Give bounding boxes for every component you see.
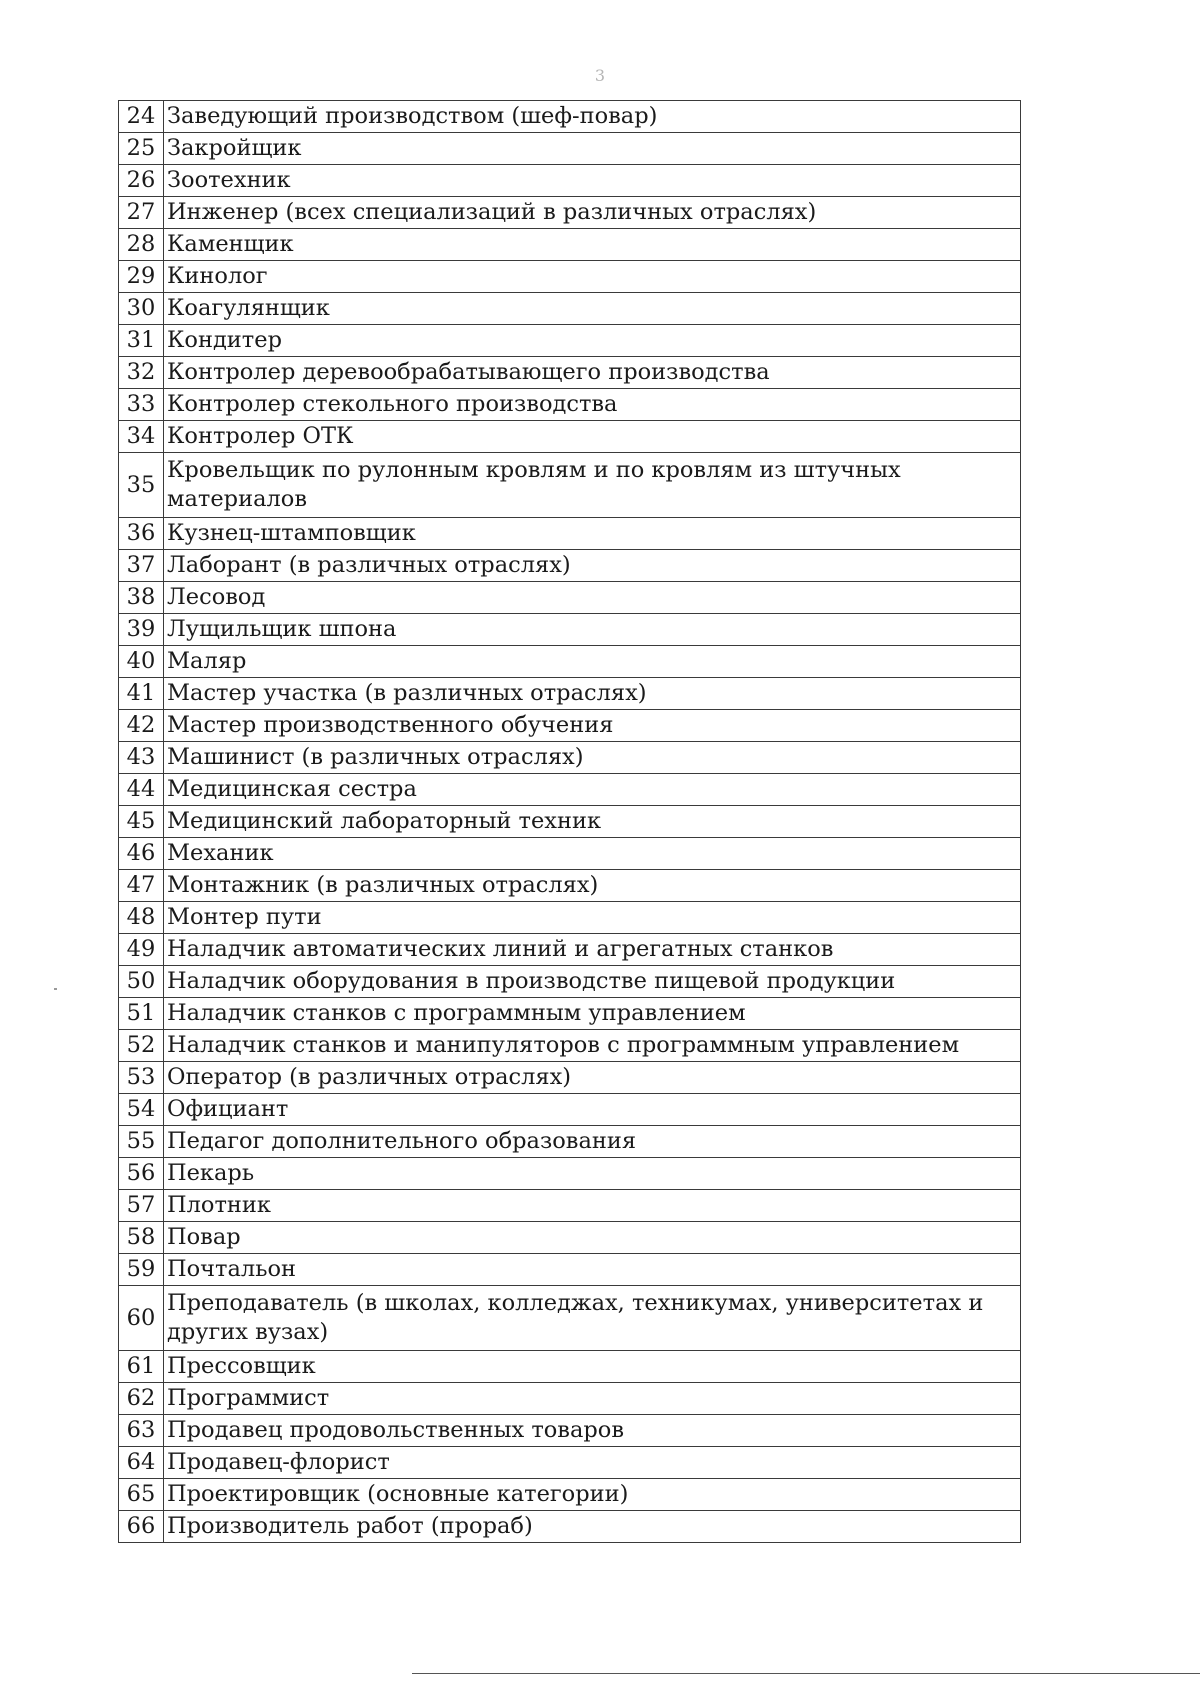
- footer-rule: [412, 1673, 1200, 1674]
- profession-name: Коагулянщик: [164, 293, 1021, 325]
- table-row: [119, 165, 1021, 197]
- table-row: [119, 1383, 1021, 1415]
- table-row: [119, 229, 1021, 261]
- row-number: 46: [119, 838, 164, 870]
- row-number: 47: [119, 870, 164, 902]
- profession-name: Лущильщик шпона: [164, 614, 1021, 646]
- table-row: [119, 453, 1021, 518]
- profession-name: Наладчик станков с программным управлением: [164, 998, 1021, 1030]
- table-row: [119, 1254, 1021, 1286]
- row-number: 40: [119, 646, 164, 678]
- table-row: [119, 261, 1021, 293]
- row-number: 54: [119, 1094, 164, 1126]
- row-number: 53: [119, 1062, 164, 1094]
- profession-name: Преподаватель (в школах, колледжах, техникумах, университетах и других вузах): [164, 1286, 1021, 1351]
- row-number: 38: [119, 582, 164, 614]
- profession-name: Прессовщик: [164, 1351, 1021, 1383]
- profession-name: Контролер деревообрабатывающего производства: [164, 357, 1021, 389]
- table-row: [119, 1126, 1021, 1158]
- table-row: [119, 998, 1021, 1030]
- table-row: [119, 1447, 1021, 1479]
- profession-name: Монтер пути: [164, 902, 1021, 934]
- table-row: [119, 870, 1021, 902]
- profession-name: Продавец-флорист: [164, 1447, 1021, 1479]
- table-row: [119, 646, 1021, 678]
- row-number: 60: [119, 1286, 164, 1351]
- profession-name: Кинолог: [164, 261, 1021, 293]
- table-row: [119, 742, 1021, 774]
- row-number: 45: [119, 806, 164, 838]
- row-number: 35: [119, 453, 164, 518]
- row-number: 33: [119, 389, 164, 421]
- table-row: [119, 325, 1021, 357]
- table-row: [119, 1511, 1021, 1543]
- profession-name: Маляр: [164, 646, 1021, 678]
- row-number: 66: [119, 1511, 164, 1543]
- profession-name: Наладчик станков и манипуляторов с программным управлением: [164, 1030, 1021, 1062]
- table-row: [119, 1222, 1021, 1254]
- table-row: [119, 357, 1021, 389]
- row-number: 57: [119, 1190, 164, 1222]
- row-number: 48: [119, 902, 164, 934]
- profession-name: Продавец продовольственных товаров: [164, 1415, 1021, 1447]
- table-row: [119, 678, 1021, 710]
- table-row: [119, 710, 1021, 742]
- profession-name: Оператор (в различных отраслях): [164, 1062, 1021, 1094]
- row-number: 29: [119, 261, 164, 293]
- row-number: 52: [119, 1030, 164, 1062]
- table-row: [119, 1479, 1021, 1511]
- row-number: 30: [119, 293, 164, 325]
- table-row: [119, 614, 1021, 646]
- profession-name: Механик: [164, 838, 1021, 870]
- profession-name: Программист: [164, 1383, 1021, 1415]
- profession-name: Лесовод: [164, 582, 1021, 614]
- profession-name: Машинист (в различных отраслях): [164, 742, 1021, 774]
- scan-speck: [54, 988, 57, 990]
- table-row: [119, 1415, 1021, 1447]
- page-number: 3: [594, 66, 606, 85]
- row-number: 26: [119, 165, 164, 197]
- row-number: 59: [119, 1254, 164, 1286]
- row-number: 24: [119, 101, 164, 133]
- row-number: 44: [119, 774, 164, 806]
- row-number: 56: [119, 1158, 164, 1190]
- table-row: [119, 101, 1021, 133]
- table-row: [119, 774, 1021, 806]
- profession-name: Закройщик: [164, 133, 1021, 165]
- table-row: [119, 550, 1021, 582]
- profession-name: Кондитер: [164, 325, 1021, 357]
- table-row: [119, 389, 1021, 421]
- professions-table: [118, 100, 1021, 1543]
- table-row: [119, 806, 1021, 838]
- profession-name: Плотник: [164, 1190, 1021, 1222]
- profession-name: Кровельщик по рулонным кровлям и по кровлям из штучных материалов: [164, 453, 1021, 518]
- row-number: 31: [119, 325, 164, 357]
- table-row: [119, 133, 1021, 165]
- table-row: [119, 902, 1021, 934]
- profession-name: Медицинский лабораторный техник: [164, 806, 1021, 838]
- table-row: [119, 197, 1021, 229]
- profession-name: Инженер (всех специализаций в различных отраслях): [164, 197, 1021, 229]
- profession-name: Мастер участка (в различных отраслях): [164, 678, 1021, 710]
- row-number: 61: [119, 1351, 164, 1383]
- table-row: [119, 421, 1021, 453]
- row-number: 49: [119, 934, 164, 966]
- profession-name: Заведующий производством (шеф-повар): [164, 101, 1021, 133]
- table-row: [119, 1158, 1021, 1190]
- table-row: [119, 838, 1021, 870]
- row-number: 28: [119, 229, 164, 261]
- profession-name: Наладчик автоматических линий и агрегатных станков: [164, 934, 1021, 966]
- profession-name: Педагог дополнительного образования: [164, 1126, 1021, 1158]
- profession-name: Монтажник (в различных отраслях): [164, 870, 1021, 902]
- table-row: [119, 1030, 1021, 1062]
- profession-name: Контролер стекольного производства: [164, 389, 1021, 421]
- profession-name: Производитель работ (прораб): [164, 1511, 1021, 1543]
- row-number: 50: [119, 966, 164, 998]
- table-row: [119, 1286, 1021, 1351]
- row-number: 36: [119, 518, 164, 550]
- profession-name: Мастер производственного обучения: [164, 710, 1021, 742]
- row-number: 32: [119, 357, 164, 389]
- profession-name: Контролер ОТК: [164, 421, 1021, 453]
- profession-name: Лаборант (в различных отраслях): [164, 550, 1021, 582]
- row-number: 51: [119, 998, 164, 1030]
- table-row: [119, 293, 1021, 325]
- row-number: 39: [119, 614, 164, 646]
- profession-name: Наладчик оборудования в производстве пищевой продукции: [164, 966, 1021, 998]
- row-number: 41: [119, 678, 164, 710]
- profession-name: Пекарь: [164, 1158, 1021, 1190]
- row-number: 64: [119, 1447, 164, 1479]
- table-row: [119, 1062, 1021, 1094]
- row-number: 62: [119, 1383, 164, 1415]
- row-number: 34: [119, 421, 164, 453]
- row-number: 42: [119, 710, 164, 742]
- row-number: 25: [119, 133, 164, 165]
- row-number: 27: [119, 197, 164, 229]
- profession-name: Повар: [164, 1222, 1021, 1254]
- row-number: 37: [119, 550, 164, 582]
- table-row: [119, 582, 1021, 614]
- profession-name: Медицинская сестра: [164, 774, 1021, 806]
- profession-name: Проектировщик (основные категории): [164, 1479, 1021, 1511]
- profession-name: Каменщик: [164, 229, 1021, 261]
- row-number: 63: [119, 1415, 164, 1447]
- profession-name: Официант: [164, 1094, 1021, 1126]
- row-number: 55: [119, 1126, 164, 1158]
- table-row: [119, 1351, 1021, 1383]
- profession-name: Почтальон: [164, 1254, 1021, 1286]
- row-number: 65: [119, 1479, 164, 1511]
- profession-name: Кузнец-штамповщик: [164, 518, 1021, 550]
- table-row: [119, 1094, 1021, 1126]
- table-row: [119, 934, 1021, 966]
- table-row: [119, 966, 1021, 998]
- table-row: [119, 518, 1021, 550]
- row-number: 58: [119, 1222, 164, 1254]
- row-number: 43: [119, 742, 164, 774]
- profession-name: Зоотехник: [164, 165, 1021, 197]
- table-row: [119, 1190, 1021, 1222]
